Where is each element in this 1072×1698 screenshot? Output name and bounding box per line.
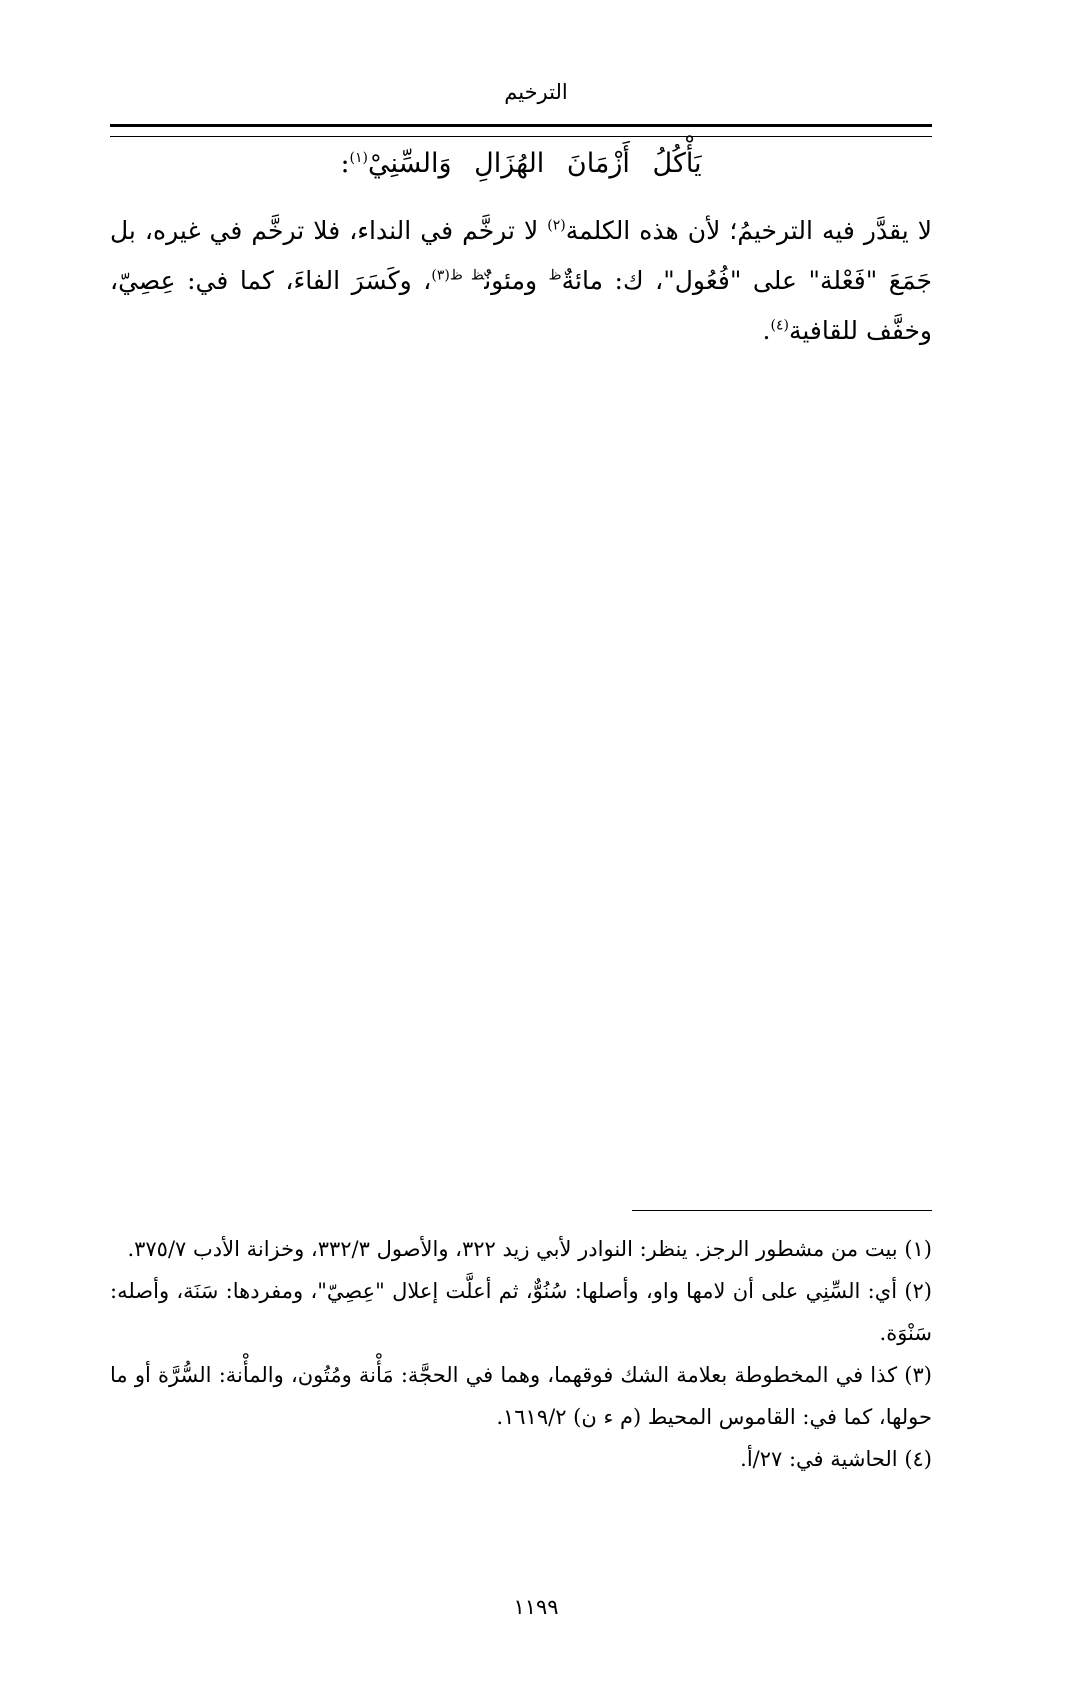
body-paragraph <box>110 206 932 356</box>
footnote-4: (٤) الحاشية في: ٢٧/أ. <box>740 1447 932 1471</box>
footnote-separator <box>632 1210 932 1211</box>
body-text-part-4: ، وكَسَرَ الفاءَ، كما في: عِصِيّ، وخفَّف للقافية <box>110 266 932 345</box>
footnote-ref-1[interactable]: (١) <box>349 150 369 166</box>
footnote-2: (٢) أي: السِّنِي على أن لامها واو، وأصلها: سُنُوٌّ، ثم أعلَّت إعلال "عِصِيّ"، ومفردها: سَنَة، وأصله: سَنْوَة. <box>110 1279 932 1345</box>
body-text-part-2: لا ترخَّم في النداء، فلا ترخَّم في غيره، بل جَمَعَ "فَعْلة" على "فُعُول"، ك: مائةٌ <box>110 216 933 295</box>
footnote-3: (٣) كذا في المخطوطة بعلامة الشك فوقهما، وهما في الحجَّة: مَأْنة ومُتُون، والمأْنة: السُّرَّة أو ما حولها، كما في: القاموس المحيط (م ء ن) ١٦١٩/٢. <box>110 1363 932 1429</box>
doubt-mark-b: ظ ظ <box>449 267 485 284</box>
footnote-ref-3[interactable]: (٣) <box>431 267 450 284</box>
verse-colon: : <box>340 148 350 179</box>
footnotes <box>110 1228 932 1480</box>
verse-text: يَأْكُلُ أَزْمَانَ الهُزَالِ وَالسِّنِيْ <box>368 148 702 179</box>
body-text-part-3: ومئونٌ <box>484 266 549 295</box>
verse-line <box>110 148 932 179</box>
page-number: ١١٩٩ <box>513 1595 559 1619</box>
footnote-1: (١) بيت من مشطور الرجز. ينظر: النوادر لأبي زيد ٣٢٢، والأصول ٣٣٢/٣، وخزانة الأدب ٣٧٥/٧. <box>127 1237 932 1261</box>
doubt-mark-a: ظ <box>548 267 562 284</box>
running-head: الترخيم <box>504 80 568 104</box>
body-text-part-5: . <box>762 316 771 345</box>
header-rule-thick <box>110 124 932 127</box>
header-rule-thin <box>110 136 932 137</box>
footnote-ref-2[interactable]: (٢) <box>547 217 566 234</box>
body-text-part-1: لا يقدَّر فيه الترخيمُ؛ لأن هذه الكلمة <box>565 216 932 245</box>
footnote-ref-4[interactable]: (٤) <box>770 317 789 334</box>
